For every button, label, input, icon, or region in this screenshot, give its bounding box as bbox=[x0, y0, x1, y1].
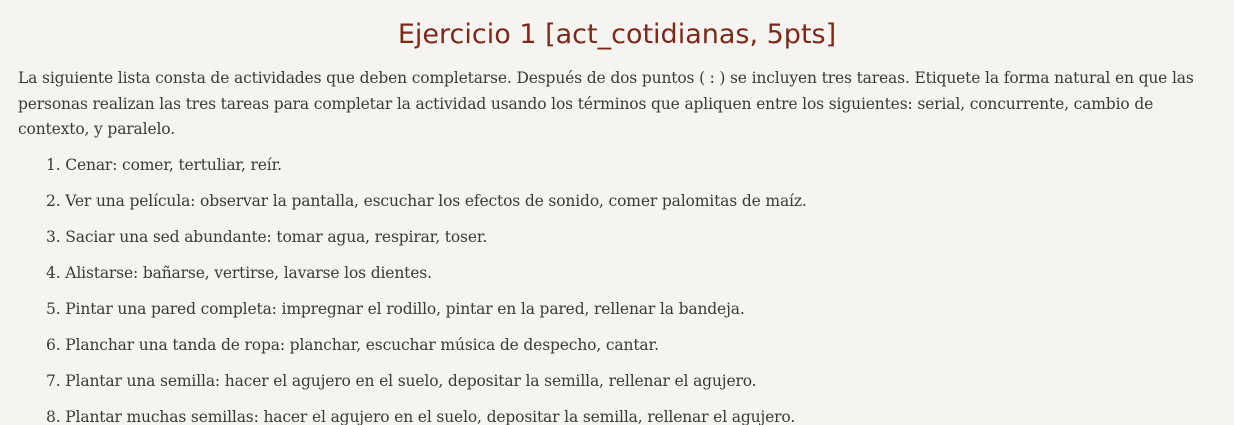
item-text: Cenar: comer, tertuliar, reír. bbox=[65, 156, 282, 174]
list-item bbox=[46, 369, 1216, 405]
item-text: Planchar una tanda de ropa: planchar, escuchar música de despecho, cantar. bbox=[65, 336, 659, 354]
instructions-text-end: ) se incluyen tres tareas. Etiquete la forma natural en que las personas realizan las tres tareas para completar la actividad usando los términos que apliquen entre los siguientes: serial, concurrente, cambio de contexto, y paralelo. bbox=[18, 69, 1194, 138]
item-text: Pintar una pared completa: impregnar el rodillo, pintar en la pared, rellenar la bandeja. bbox=[65, 300, 745, 318]
item-text: Plantar una semilla: hacer el agujero en el suelo, depositar la semilla, rellenar el agujero. bbox=[65, 372, 757, 390]
colon-code: : bbox=[708, 71, 717, 87]
list-item bbox=[46, 333, 1216, 369]
item-number: 4. bbox=[46, 264, 61, 282]
item-number: 1. bbox=[46, 156, 61, 174]
item-number: 8. bbox=[46, 408, 61, 425]
item-text: Plantar muchas semillas: hacer el agujero en el suelo, depositar la semilla, rellenar el agujero. bbox=[65, 408, 796, 425]
item-number: 5. bbox=[46, 300, 61, 318]
list-item bbox=[46, 189, 1216, 225]
item-number: 2. bbox=[46, 192, 61, 210]
list-item bbox=[46, 405, 1216, 425]
activity-list bbox=[18, 153, 1216, 425]
item-number: 3. bbox=[46, 228, 61, 246]
list-item bbox=[46, 153, 1216, 189]
instructions-text-start: La siguiente lista consta de actividades que deben completarse. Después de dos puntos ( bbox=[18, 69, 706, 87]
item-number: 7. bbox=[46, 372, 61, 390]
list-item bbox=[46, 261, 1216, 297]
item-number: 6. bbox=[46, 336, 61, 354]
list-item bbox=[46, 225, 1216, 261]
item-text: Alistarse: bañarse, vertirse, lavarse los dientes. bbox=[65, 264, 432, 282]
list-item bbox=[46, 297, 1216, 333]
item-text: Saciar una sed abundante: tomar agua, respirar, toser. bbox=[65, 228, 488, 246]
exercise-title: Ejercicio 1 [act_cotidianas, 5pts] bbox=[397, 19, 837, 50]
item-text: Ver una película: observar la pantalla, escuchar los efectos de sonido, comer palomitas de maíz. bbox=[65, 192, 807, 210]
exercise-instructions bbox=[18, 66, 1216, 142]
